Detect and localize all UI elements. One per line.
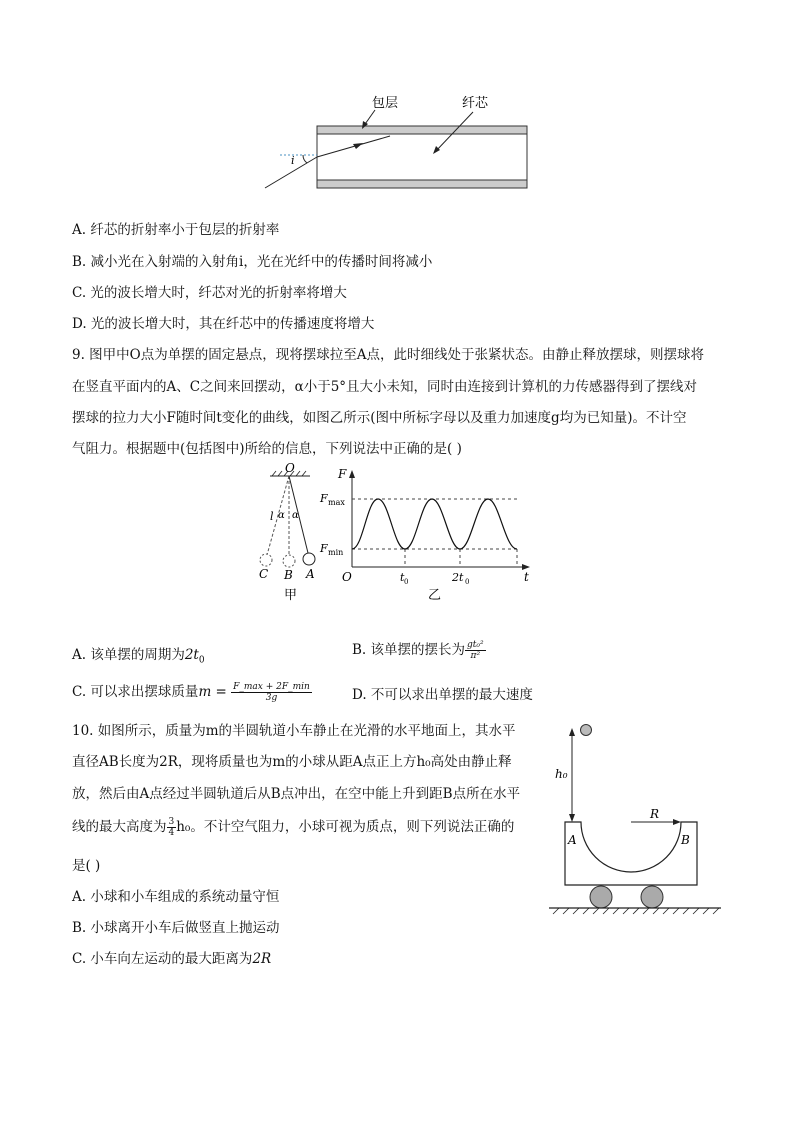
fmin-sub: min <box>328 548 344 557</box>
fiber-figure <box>255 88 545 198</box>
x-axis-label: t <box>524 570 529 584</box>
wheel-right <box>641 886 663 908</box>
fmax-label: F <box>320 492 328 505</box>
fiber-outer-bottom <box>317 180 527 188</box>
point-a-label: A <box>568 833 577 847</box>
wheel-left <box>590 886 612 908</box>
cart-body <box>565 822 697 885</box>
cladding-label: 包层 <box>372 96 399 111</box>
fmin-label: F <box>320 542 328 555</box>
q9-option-b: B. 该单摆的摆长为 $\frac{\text{gt₀²}}{\text{π²}}$ <box>352 640 484 661</box>
angle-label: i <box>291 154 295 167</box>
q10-option-b: B. 小球离开小车后做竖直上抛运动 <box>72 920 280 936</box>
ball-c <box>260 554 272 566</box>
q10-stem-line2: 直径AB长度为2R，现将质量也为m的小球从距A点正上方h₀高处由静止释 <box>72 754 512 770</box>
q10-stem-line5: 是( ) <box>72 858 101 874</box>
figure-yi-caption: 乙 <box>428 588 442 603</box>
t0-label: t <box>400 571 405 584</box>
origin-label: O <box>342 570 352 584</box>
ray-arrow <box>353 143 363 149</box>
q10-option-c: C. 小车向左运动的最大距离为2R <box>72 951 272 967</box>
q9-stem-line1: 9. 图甲中O点为单摆的固定悬点，现将摆球拉至A点，此时细线处于张紧状态。由静止释放摆球，则摆球将 <box>72 347 704 363</box>
length-label: l <box>270 510 274 523</box>
force-curve <box>352 499 517 549</box>
point-b-label: B <box>284 568 293 582</box>
cart-figure <box>545 718 725 920</box>
2t0-sub: 0 <box>465 578 470 586</box>
q10-stem-line4: 线的最大高度为 $\frac{3}{4}$ h₀。不计空气阻力，小球可视为质点，则下列说法正确的 <box>72 817 515 838</box>
q9-option-d: D. 不可以求出单摆的最大速度 <box>352 687 533 703</box>
alpha-right-label: α <box>292 510 299 521</box>
point-a-label: A <box>306 567 315 581</box>
q9-option-c: C. 可以求出摆球质量m = $\frac{F\_\max + 2F\_\min}{3g}$ <box>72 682 310 703</box>
figure-jia-caption: 甲 <box>284 588 298 603</box>
q10-option-a: A. 小球和小车组成的系统动量守恒 <box>72 889 280 905</box>
q10-stem-line1: 10. 如图所示，质量为m的半圆轨道小车静止在光滑的水平地面上，其水平 <box>72 723 516 739</box>
t0-sub: 0 <box>404 578 409 586</box>
fiber-outer-top <box>317 126 527 134</box>
force-time-graph <box>310 462 540 604</box>
q8-option-d: D. 光的波长增大时，其在纤芯中的传播速度将增大 <box>72 316 375 332</box>
2t0-label: 2t <box>452 571 464 584</box>
point-b-label: B <box>681 833 690 847</box>
ball-b <box>283 555 295 567</box>
point-c-label: C <box>259 567 269 581</box>
q9-stem-line2: 在竖直平面内的A、C之间来回摆动，α小于5°且大小未知，同时由连接到计算机的力传感器得到了摆线对 <box>72 379 698 395</box>
fmax-sub: max <box>328 498 345 507</box>
h0-label: h₀ <box>555 767 568 781</box>
q9-stem-line3: 摆球的拉力大小F随时间t变化的曲线，如图乙所示(图中所标字母以及重力加速度g均为已知量)。不计空 <box>72 410 687 426</box>
refracted-ray <box>317 136 390 157</box>
q8-option-c: C. 光的波长增大时，纤芯对光的折射率将增大 <box>72 285 347 301</box>
small-ball <box>581 725 592 736</box>
q10-stem-line3: 放，然后由A点经过半圆轨道后从B点冲出，在空中能上升到距B点所在水平 <box>72 786 521 802</box>
q8-option-b: B. 减小光在入射端的入射角i，光在光纤中的传播时间将减小 <box>72 254 433 270</box>
radius-label: R <box>650 807 660 821</box>
q9-option-a: A. 该单摆的周期为$2t_0$ <box>72 647 205 666</box>
alpha-left-label: α <box>278 510 285 521</box>
q9-stem-line4: 气阻力。根据题中(包括图中)所给的信息，下列说法中正确的是( ) <box>72 441 462 457</box>
pivot-label-o: O <box>285 462 295 475</box>
y-axis-label: F <box>338 467 347 481</box>
core-label: 纤芯 <box>462 96 489 111</box>
q8-option-a: A. 纤芯的折射率小于包层的折射率 <box>72 222 280 238</box>
